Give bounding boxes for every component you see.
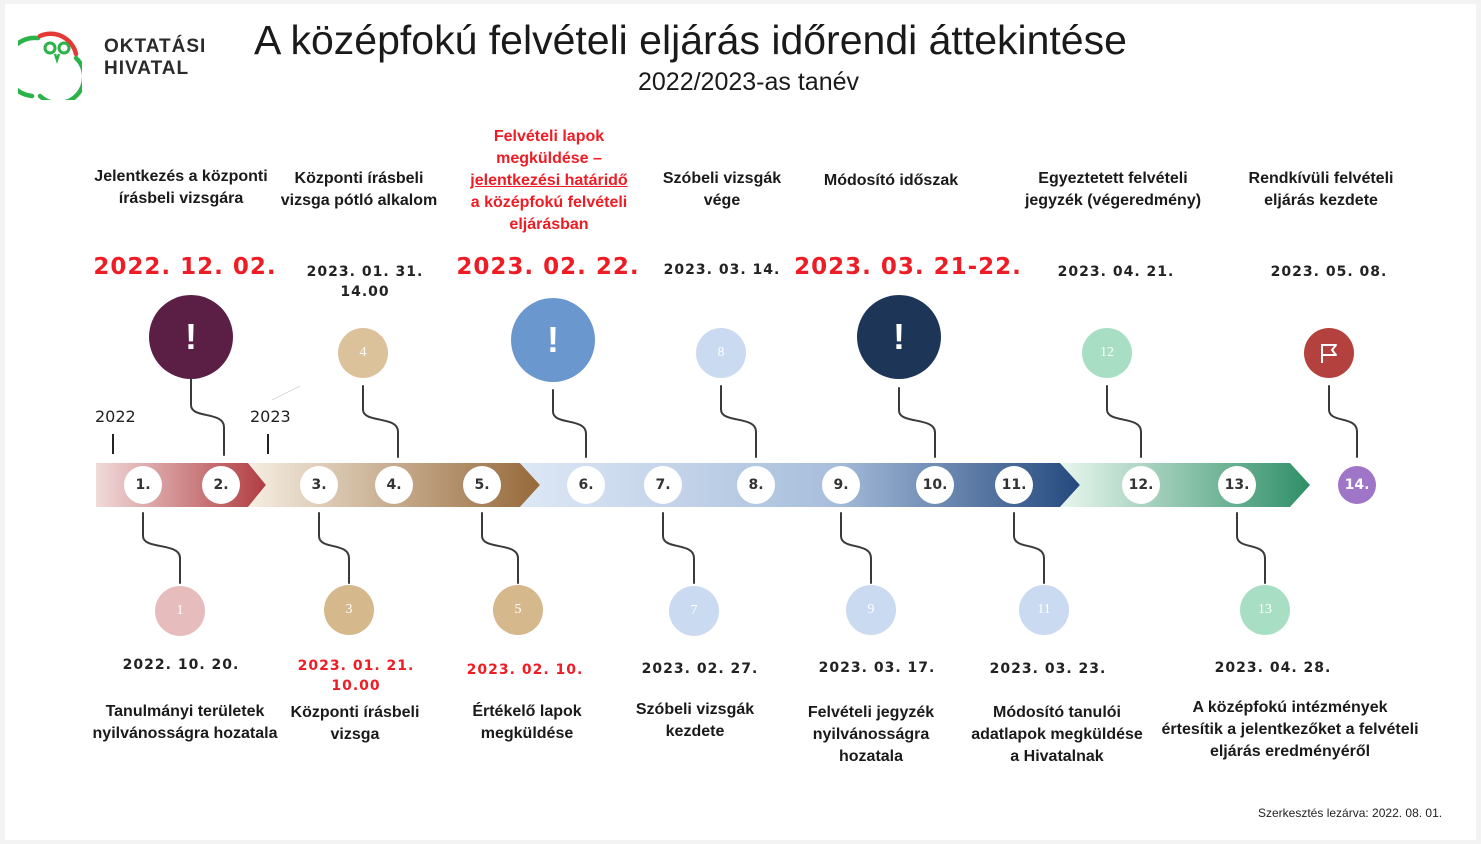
top-event-6-date: 2023. 04. 21. xyxy=(1057,264,1175,280)
timeline-node-12: 12. xyxy=(1122,466,1160,504)
text-line: eljárás eredményéről xyxy=(1209,743,1371,760)
text-line: nyilvánosságra xyxy=(812,726,930,743)
bottom-event-6-date: 2023. 03. 23. xyxy=(989,661,1107,677)
text-line: Szóbeli vizsgák xyxy=(635,701,755,718)
top-event-4-label xyxy=(663,168,781,212)
top-event-1-label xyxy=(94,166,267,210)
timeline-segment-1 xyxy=(96,463,266,507)
timeline-node-14: 14. xyxy=(1338,466,1376,504)
connector-line xyxy=(1329,386,1357,457)
connector-line xyxy=(143,513,180,583)
bottom-event-6-label xyxy=(971,702,1143,768)
timeline-node-10: 10. xyxy=(916,466,954,504)
logo-text-line2: HIVATAL xyxy=(104,58,190,79)
timeline-node-13: 13. xyxy=(1218,466,1256,504)
connector-line xyxy=(721,386,756,457)
text-line: 2023. 01. 21. xyxy=(297,658,415,674)
text-line: vizsga pótló alkalom xyxy=(280,192,438,209)
top-event-7-date: 2023. 05. 08. xyxy=(1270,264,1388,280)
page-title: A középfokú felvételi eljárás időrendi áttekintése xyxy=(254,17,1127,63)
text-line: A középfokú intézmények xyxy=(1192,699,1388,716)
alert-badge-3: ! xyxy=(857,295,941,379)
timeline-node-7: 7. xyxy=(644,466,682,504)
alert-badge-1: ! xyxy=(149,295,233,379)
connector-line xyxy=(363,386,398,457)
connector-line xyxy=(553,390,586,457)
badge-5: 5 xyxy=(493,585,543,635)
text-line: Felvételi lapok xyxy=(493,128,605,145)
decorative-line xyxy=(272,386,300,400)
year-label-2023: 2023 xyxy=(250,407,291,426)
text-line: eljárásban xyxy=(509,216,589,233)
timeline-node-6: 6. xyxy=(567,466,605,504)
timeline-node-8: 8. xyxy=(737,466,775,504)
footer-note: Szerkesztés lezárva: 2022. 08. 01. xyxy=(1258,806,1443,820)
connector-line xyxy=(1014,513,1044,583)
badge-4: 4 xyxy=(338,328,388,378)
text-line: Jelentkezés a központi xyxy=(94,168,268,185)
bottom-event-7-label xyxy=(1161,697,1418,763)
bottom-event-7-date: 2023. 04. 28. xyxy=(1214,660,1332,676)
text-line: kezdete xyxy=(665,723,725,740)
connector-line xyxy=(1107,386,1141,457)
text-line: Értékelő lapok xyxy=(472,703,582,720)
top-event-6-label xyxy=(1025,168,1201,212)
connector-line xyxy=(899,388,935,457)
timeline-segment-4 xyxy=(1060,463,1310,507)
text-line: Módosító tanulói xyxy=(993,704,1121,721)
text-line: értesítik a jelentkezőket a felvételi xyxy=(1161,721,1419,738)
top-event-3-date: 2023. 02. 22. xyxy=(456,254,640,280)
logo-text-line1: OKTATÁSI xyxy=(104,36,207,57)
text-line: a Hivatalnak xyxy=(1010,748,1104,765)
bottom-event-2-label xyxy=(291,702,420,746)
bottom-event-3-label xyxy=(472,701,581,745)
text-line: Módosító időszak xyxy=(823,172,959,189)
text-line: jelentkezési határidő xyxy=(470,172,628,189)
connector-line xyxy=(663,513,694,583)
badge-7: 7 xyxy=(669,586,719,636)
bottom-event-5-label xyxy=(808,702,934,768)
bottom-event-4-label xyxy=(636,699,754,743)
text-line: Rendkívüli felvételi xyxy=(1248,170,1394,187)
badge-8: 8 xyxy=(696,328,746,378)
timeline-node-4: 4. xyxy=(375,466,413,504)
text-line: 2023. 01. 31. xyxy=(306,264,424,280)
top-event-3-label xyxy=(470,126,627,236)
text-line: vizsga xyxy=(330,726,380,743)
timeline-node-3: 3. xyxy=(300,466,338,504)
text-line: megküldése – xyxy=(496,150,602,167)
bottom-event-2-date xyxy=(298,656,415,696)
timeline-node-1: 1. xyxy=(124,466,162,504)
top-event-2-label xyxy=(281,168,437,212)
top-event-5-label xyxy=(824,170,958,192)
alert-badge-2: ! xyxy=(511,298,595,382)
badge-12: 12 xyxy=(1082,328,1132,378)
top-event-1-date: 2022. 12. 02. xyxy=(93,254,277,280)
text-line: Egyeztetett felvételi xyxy=(1038,170,1188,187)
text-line: 10.00 xyxy=(331,678,381,694)
bottom-event-3-date: 2023. 02. 10. xyxy=(466,662,584,678)
top-event-2-date xyxy=(307,262,424,302)
text-line: Központi írásbeli xyxy=(294,170,424,187)
bottom-event-1-label xyxy=(93,701,278,745)
badge-11: 11 xyxy=(1019,585,1069,635)
bottom-event-1-date: 2022. 10. 20. xyxy=(122,657,240,673)
text-line: jegyzék (végeredmény) xyxy=(1024,192,1202,209)
connector-line xyxy=(841,513,871,583)
timeline-node-9: 9. xyxy=(822,466,860,504)
text-line: vége xyxy=(703,192,741,209)
bottom-event-5-date: 2023. 03. 17. xyxy=(818,660,936,676)
connector-line xyxy=(1237,513,1265,583)
text-line: megküldése xyxy=(480,725,574,742)
text-line: 14.00 xyxy=(340,284,390,300)
page-subtitle: 2022/2023-as tanév xyxy=(638,68,860,96)
year-label-2022: 2022 xyxy=(95,407,136,426)
badge-1: 1 xyxy=(155,586,205,636)
timeline-node-2: 2. xyxy=(202,466,240,504)
timeline-node-5: 5. xyxy=(463,466,501,504)
flag-icon xyxy=(1316,340,1342,366)
timeline-node-11: 11. xyxy=(995,466,1033,504)
text-line: nyilvánosságra hozatala xyxy=(92,725,278,742)
bottom-event-4-date: 2023. 02. 27. xyxy=(641,661,759,677)
top-event-5-date: 2023. 03. 21-22. xyxy=(794,254,1022,280)
connector-line xyxy=(191,379,224,455)
text-line: Központi írásbeli xyxy=(290,704,420,721)
badge-9: 9 xyxy=(846,585,896,635)
connector-line xyxy=(319,513,349,583)
top-event-4-date: 2023. 03. 14. xyxy=(663,262,781,278)
badge-13: 13 xyxy=(1240,585,1290,635)
text-line: Szóbeli vizsgák xyxy=(662,170,782,187)
text-line: Felvételi jegyzék xyxy=(807,704,935,721)
top-event-7-label xyxy=(1249,168,1394,212)
text-line: írásbeli vizsgára xyxy=(118,190,244,207)
text-line: eljárás kezdete xyxy=(1264,192,1378,209)
text-line: hozatala xyxy=(838,748,904,765)
text-line: adatlapok megküldése xyxy=(971,726,1143,743)
text-line: Tanulmányi területek xyxy=(105,703,265,720)
flag-badge xyxy=(1304,328,1354,378)
badge-3: 3 xyxy=(324,585,374,635)
connector-line xyxy=(482,513,518,583)
text-line: a középfokú felvételi xyxy=(470,194,628,211)
